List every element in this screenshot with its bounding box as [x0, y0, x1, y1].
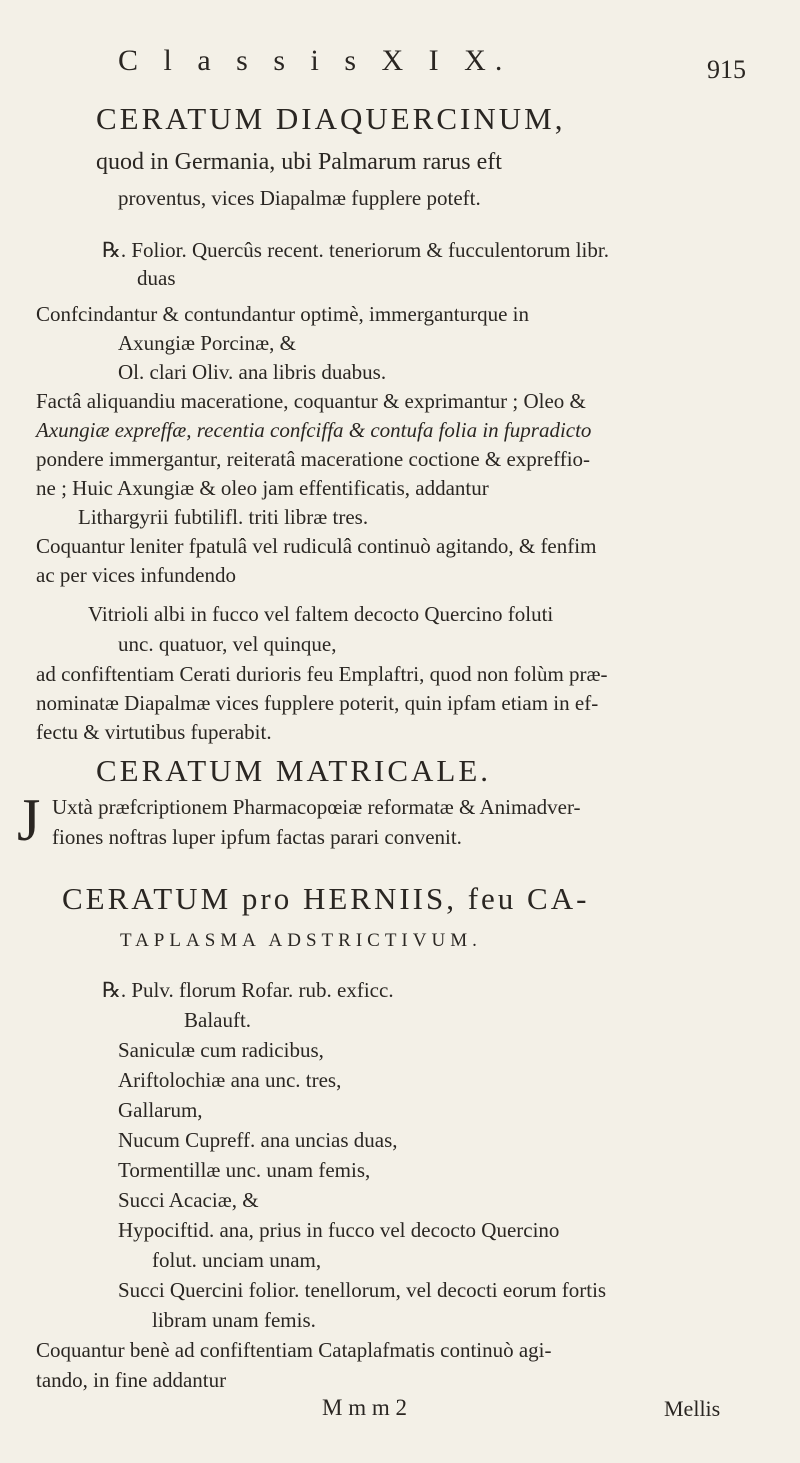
text-line: Ol. clari Oliv. ana libris duabus. — [118, 360, 387, 384]
text-line: Balauft. — [184, 1008, 252, 1032]
text-line: quod in Germania, ubi Palmarum rarus eft — [96, 149, 502, 175]
catchword: Mellis — [664, 1396, 721, 1421]
text-line: Ariftolochiæ ana unc. tres, — [118, 1068, 342, 1092]
section-title-matricale: CERATUM MATRICALE. — [96, 753, 492, 788]
page-number: 915 — [707, 55, 746, 84]
text-line: Tormentillæ unc. unam femis, — [118, 1158, 371, 1182]
text-line: Axungiæ expreffæ, recentia confciffa & contufa folia in fupradicto — [36, 418, 592, 442]
text-line: ad confiftentiam Cerati durioris feu Emplaftri, quod non folùm præ- — [36, 662, 608, 686]
recipe-line: ℞. Pulv. florum Rofar. rub. exficc. — [102, 978, 394, 1002]
text-line: nominatæ Diapalmæ vices fupplere poterit, quin ipfam etiam in ef- — [36, 691, 599, 715]
text-line: ne ; Huic Axungiæ & oleo jam effentificatis, addantur — [36, 476, 489, 500]
text-line: duas — [137, 266, 176, 290]
text-line: libram unam femis. — [152, 1308, 316, 1332]
text-line: folut. unciam unam, — [152, 1248, 322, 1272]
running-head: C l a s s i s X I X. — [118, 44, 512, 77]
text-line: Factâ aliquandiu maceratione, coquantur & exprimantur ; Oleo & — [36, 389, 586, 413]
text-line: fectu & virtutibus fuperabit. — [36, 720, 272, 744]
text-line: Coquantur leniter fpatulâ vel rudiculâ continuò agitando, & fenfim — [36, 534, 597, 558]
section-title-herniis: CERATUM pro HERNIIS, feu CA- — [62, 881, 590, 916]
text-line: Succi Quercini folior. tenellorum, vel decocti eorum fortis — [118, 1278, 607, 1302]
text-line: Uxtà præfcriptionem Pharmacopœiæ reformatæ & Animadver- — [52, 795, 581, 819]
section-subtitle: TAPLASMA ADSTRICTIVUM. — [120, 930, 482, 951]
signature-mark: M m m 2 — [322, 1395, 407, 1420]
text-line: Saniculæ cum radicibus, — [118, 1038, 324, 1062]
text-line: Vitrioli albi in fucco vel faltem decocto Quercino foluti — [88, 602, 554, 626]
text-line: Succi Acaciæ, & — [118, 1188, 259, 1212]
text-line: fiones noftras luper ipfum factas parari convenit. — [52, 825, 462, 849]
text-line: proventus, vices Diapalmæ fupplere poteft. — [118, 186, 481, 210]
text-line: ac per vices infundendo — [36, 563, 237, 587]
section-title-diaquercinum: CERATUM DIAQUERCINUM, — [96, 101, 566, 136]
text-line: Lithargyrii fubtilifl. triti libræ tres. — [78, 505, 369, 529]
text-line: unc. quatuor, vel quinque, — [118, 632, 337, 656]
text-line: Coquantur benè ad confiftentiam Cataplafmatis continuò agi- — [36, 1338, 552, 1362]
text-line: Nucum Cupreff. ana uncias duas, — [118, 1128, 398, 1152]
text-line: Gallarum, — [118, 1098, 203, 1122]
text-line: Confcindantur & contundantur optimè, immerganturque in — [36, 302, 530, 326]
text-line: tando, in fine addantur — [36, 1368, 227, 1392]
text-line: Hypociftid. ana, prius in fucco vel decocto Quercino — [118, 1218, 560, 1242]
text-line: Axungiæ Porcinæ, & — [118, 331, 296, 355]
drop-cap: J — [17, 787, 41, 853]
recipe-line: ℞. Folior. Quercûs recent. teneriorum & fucculentorum libr. — [102, 238, 609, 262]
text-line: pondere immergantur, reiteratâ maceratione coctione & expreffio- — [36, 447, 591, 471]
